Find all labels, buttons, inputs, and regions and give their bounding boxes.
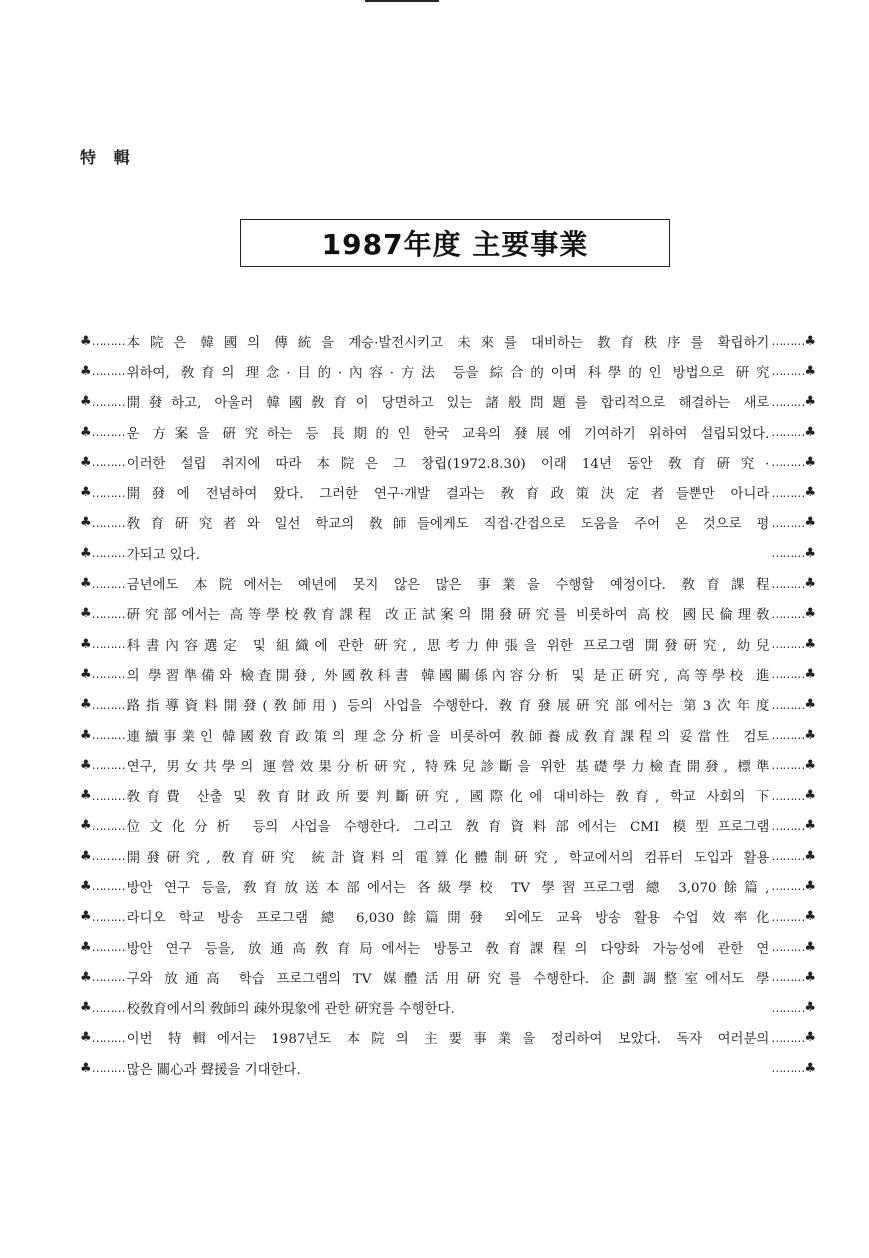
leader-dots: ……… <box>771 637 805 652</box>
clover-icon: ♣ <box>804 1030 816 1046</box>
clover-icon: ♣ <box>80 394 92 410</box>
text-line <box>80 599 816 629</box>
clover-icon: ♣ <box>804 485 816 501</box>
text-line <box>80 477 816 507</box>
clover-icon: ♣ <box>80 576 92 592</box>
leader-dots: ……… <box>91 425 125 440</box>
leader-dots: ……… <box>91 364 125 379</box>
clover-icon: ♣ <box>80 485 92 501</box>
clover-icon: ♣ <box>804 1000 816 1016</box>
leader-dots: ……… <box>91 940 125 955</box>
clover-icon: ♣ <box>80 818 92 834</box>
clover-icon: ♣ <box>80 606 92 622</box>
line-text: 硏究部에서는 高等學校敎育課程 改正試案의 開發硏究를 비롯하여 高校 國民倫理敎 <box>126 608 770 624</box>
text-line <box>80 811 816 841</box>
leader-dots: ……… <box>771 788 805 803</box>
clover-icon: ♣ <box>80 1060 92 1076</box>
line-text: 금년에도 本院에서는 예년에 못지 않은 많은 事業을 수행할 예정이다. 敎育課程 <box>126 578 770 594</box>
leader-dots: ……… <box>91 879 125 894</box>
leader-dots: ……… <box>91 697 125 712</box>
clover-icon: ♣ <box>804 666 816 682</box>
leader-dots: ……… <box>91 909 125 924</box>
clover-icon: ♣ <box>804 1060 816 1076</box>
leader-dots: ……… <box>771 425 805 440</box>
clover-icon: ♣ <box>80 545 92 561</box>
leader-dots: ……… <box>91 606 125 621</box>
leader-dots: ……… <box>91 1000 125 1015</box>
leader-dots: ……… <box>771 394 805 409</box>
text-line <box>80 932 816 962</box>
leader-dots: ……… <box>91 728 125 742</box>
clover-icon: ♣ <box>80 727 92 743</box>
text-line <box>80 902 816 932</box>
leader-dots: ……… <box>91 334 125 349</box>
clover-icon: ♣ <box>804 515 816 531</box>
leader-dots: ……… <box>771 818 805 833</box>
top-rule <box>365 0 439 2</box>
leader-dots: ……… <box>91 818 125 833</box>
clover-icon: ♣ <box>804 757 816 773</box>
clover-icon: ♣ <box>804 333 816 349</box>
leader-dots: ……… <box>771 515 805 530</box>
leader-dots: ……… <box>91 758 125 773</box>
page-title: 1987年度 主要事業 <box>321 228 589 261</box>
leader-dots: ……… <box>91 485 125 500</box>
line-text: 本院은 韓國의 傳統을 계승·발전시키고 未來를 대비하는 教育秩序를 확립하기 <box>126 335 770 351</box>
clover-icon: ♣ <box>804 424 816 440</box>
line-text: 科書內容選定 및 組織에 관한 硏究, 思考力伸張을 위한 프로그램 開發硏究, 幼兒 <box>126 638 770 654</box>
leader-dots: ……… <box>91 970 125 985</box>
clover-icon: ♣ <box>80 909 92 925</box>
leader-dots: ……… <box>91 1030 125 1045</box>
leader-dots: ……… <box>771 334 805 349</box>
clover-icon: ♣ <box>804 969 816 985</box>
line-text: 가되고 있다. <box>126 547 200 563</box>
clover-icon: ♣ <box>804 818 816 834</box>
clover-icon: ♣ <box>80 757 92 773</box>
text-line <box>80 780 816 810</box>
clover-icon: ♣ <box>804 939 816 955</box>
text-line <box>80 690 816 720</box>
clover-icon: ♣ <box>80 424 92 440</box>
leader-dots: ……… <box>91 546 125 561</box>
clover-icon: ♣ <box>80 878 92 894</box>
leader-dots: ……… <box>771 879 805 894</box>
clover-icon: ♣ <box>80 515 92 531</box>
clover-icon: ♣ <box>804 454 816 470</box>
text-line <box>80 1023 816 1053</box>
line-text: 位文化分析 등의 사업을 수행한다. 그리고 敎育資料部에서는 CMI 模型프로그램 <box>126 820 770 836</box>
leader-dots: ……… <box>771 849 805 864</box>
line-text: 開發에 전념하여 왔다. 그러한 연구·개발 결과는 敎育政策決定者들뿐만 아니라 <box>126 487 770 503</box>
line-text: 라디오 학교 방송 프로그램 總 6,030餘篇開發 외에도 교육 방송 활용 수업 效率化 <box>126 911 770 927</box>
text-line <box>80 750 816 780</box>
clover-icon: ♣ <box>804 636 816 652</box>
text-line <box>80 720 816 750</box>
leader-dots: ……… <box>771 455 805 470</box>
text-line <box>80 629 816 659</box>
leader-dots: ……… <box>91 455 125 470</box>
clover-icon: ♣ <box>804 878 816 894</box>
leader-dots: ……… <box>91 849 125 864</box>
body-text <box>80 326 816 1083</box>
line-text: 開發하고, 아울러 韓國敎育이 당면하고 있는 諸般問題를 합리적으로 해결하는 새로 <box>126 396 770 412</box>
line-text: 連續事業인 韓國敎育政策의 理念分析을 비롯하여 敎師養成敎育課程의 妥當性 검토 <box>126 729 770 745</box>
leader-dots: ……… <box>771 1000 805 1015</box>
line-text: 이번 特輯에서는 1987년도 本院의 主要事業을 정리하여 보았다. 독자 여러분의 <box>126 1032 770 1048</box>
line-text: 방안 연구 등을, 放通高敎育局에서는 방통고 敎育課程의 다양화 가능성에 관한 연 <box>126 941 770 957</box>
text-line <box>80 538 816 568</box>
text-line <box>80 326 816 356</box>
leader-dots: ……… <box>771 485 805 500</box>
clover-icon: ♣ <box>80 363 92 379</box>
leader-dots: ……… <box>771 667 805 682</box>
line-text: 많은 關心과 聲援을 기대한다. <box>126 1062 301 1078</box>
clover-icon: ♣ <box>80 969 92 985</box>
line-text: 路指導資料開發(敎師用) 등의 사업을 수행한다. 敎育發展硏究部에서는 第3次年度 <box>126 699 770 715</box>
line-text: 敎育硏究者와 일선 학교의 敎師들에게도 직접·간접으로 도움을 주어 온 것으로 평 <box>126 517 770 533</box>
leader-dots: ……… <box>771 728 805 742</box>
line-text: 敎育費 산출 및 敎育財政所要判斷硏究, 國際化에 대비하는 敎育, 학교 사회의 下 <box>126 790 770 806</box>
line-text: 이러한 설립 취지에 따라 本院은 그 창립(1972.8.30) 이래 14년 동안 敎育硏究· <box>126 456 770 472</box>
leader-dots: ……… <box>91 667 125 682</box>
clover-icon: ♣ <box>804 576 816 592</box>
clover-icon: ♣ <box>80 697 92 713</box>
line-text: 위하여, 敎育의 理念·目的·內容·方法 등을 綜合的이며 科學的인 방법으로 硏究 <box>126 365 770 381</box>
clover-icon: ♣ <box>804 727 816 743</box>
leader-dots: ……… <box>771 909 805 924</box>
leader-dots: ……… <box>771 697 805 712</box>
text-line <box>80 568 816 598</box>
leader-dots: ……… <box>771 970 805 985</box>
clover-icon: ♣ <box>80 1000 92 1016</box>
leader-dots: ……… <box>91 1061 125 1076</box>
line-text: 연구, 男女共學의 運營效果分析硏究, 特殊兒診斷을 위한 基礎學力檢査開發, 標準 <box>126 759 770 775</box>
clover-icon: ♣ <box>80 666 92 682</box>
clover-icon: ♣ <box>804 545 816 561</box>
text-line <box>80 508 816 538</box>
leader-dots: ……… <box>91 515 125 530</box>
clover-icon: ♣ <box>804 697 816 713</box>
clover-icon: ♣ <box>80 636 92 652</box>
line-text: 구와 放通高 학습 프로그램의 TV 媒體活用硏究를 수행한다. 企劃調整室에서도 學 <box>126 971 770 987</box>
text-line <box>80 993 816 1023</box>
leader-dots: ……… <box>771 364 805 379</box>
clover-icon: ♣ <box>80 454 92 470</box>
title-box <box>240 219 670 267</box>
leader-dots: ……… <box>771 758 805 773</box>
text-line <box>80 417 816 447</box>
clover-icon: ♣ <box>80 333 92 349</box>
leader-dots: ……… <box>91 637 125 652</box>
clover-icon: ♣ <box>80 939 92 955</box>
text-line <box>80 871 816 901</box>
clover-icon: ♣ <box>804 909 816 925</box>
leader-dots: ……… <box>91 788 125 803</box>
leader-dots: ……… <box>771 606 805 621</box>
line-text: 開發硏究, 敎育硏究 統計資料의 電算化體制硏究, 학교에서의 컴퓨터 도입과 활용 <box>126 850 770 866</box>
clover-icon: ♣ <box>804 788 816 804</box>
line-text: 의 學習準備와 檢査開發, 外國敎科書 韓國關係內容分析 및 是正硏究, 高等學校 進 <box>126 668 770 684</box>
text-line <box>80 659 816 689</box>
clover-icon: ♣ <box>804 363 816 379</box>
text-line <box>80 356 816 386</box>
leader-dots: ……… <box>771 1030 805 1045</box>
clover-icon: ♣ <box>804 848 816 864</box>
line-text: 운 方案을 硏究하는 등 長期的인 한국 교육의 發展에 기여하기 위하여 설립되었다. <box>126 426 770 442</box>
leader-dots: ……… <box>771 940 805 955</box>
leader-dots: ……… <box>91 394 125 409</box>
text-line <box>80 387 816 417</box>
text-line <box>80 841 816 871</box>
text-line <box>80 447 816 477</box>
clover-icon: ♣ <box>804 606 816 622</box>
leader-dots: ……… <box>771 576 805 591</box>
line-text: 校敎育에서의 敎師의 疎外現象에 관한 硏究를 수행한다. <box>126 1002 455 1018</box>
text-line <box>80 1053 816 1083</box>
line-text: 방안 연구 등을, 敎育放送本部에서는 各級學校 TV 學習프로그램 總 3,070餘篇, <box>126 880 770 896</box>
leader-dots: ……… <box>771 1061 805 1076</box>
text-line <box>80 962 816 992</box>
leader-dots: ……… <box>771 546 805 561</box>
section-label: 特 輯 <box>80 148 136 167</box>
clover-icon: ♣ <box>80 1030 92 1046</box>
leader-dots: ……… <box>91 576 125 591</box>
clover-icon: ♣ <box>80 788 92 804</box>
clover-icon: ♣ <box>80 848 92 864</box>
clover-icon: ♣ <box>804 394 816 410</box>
